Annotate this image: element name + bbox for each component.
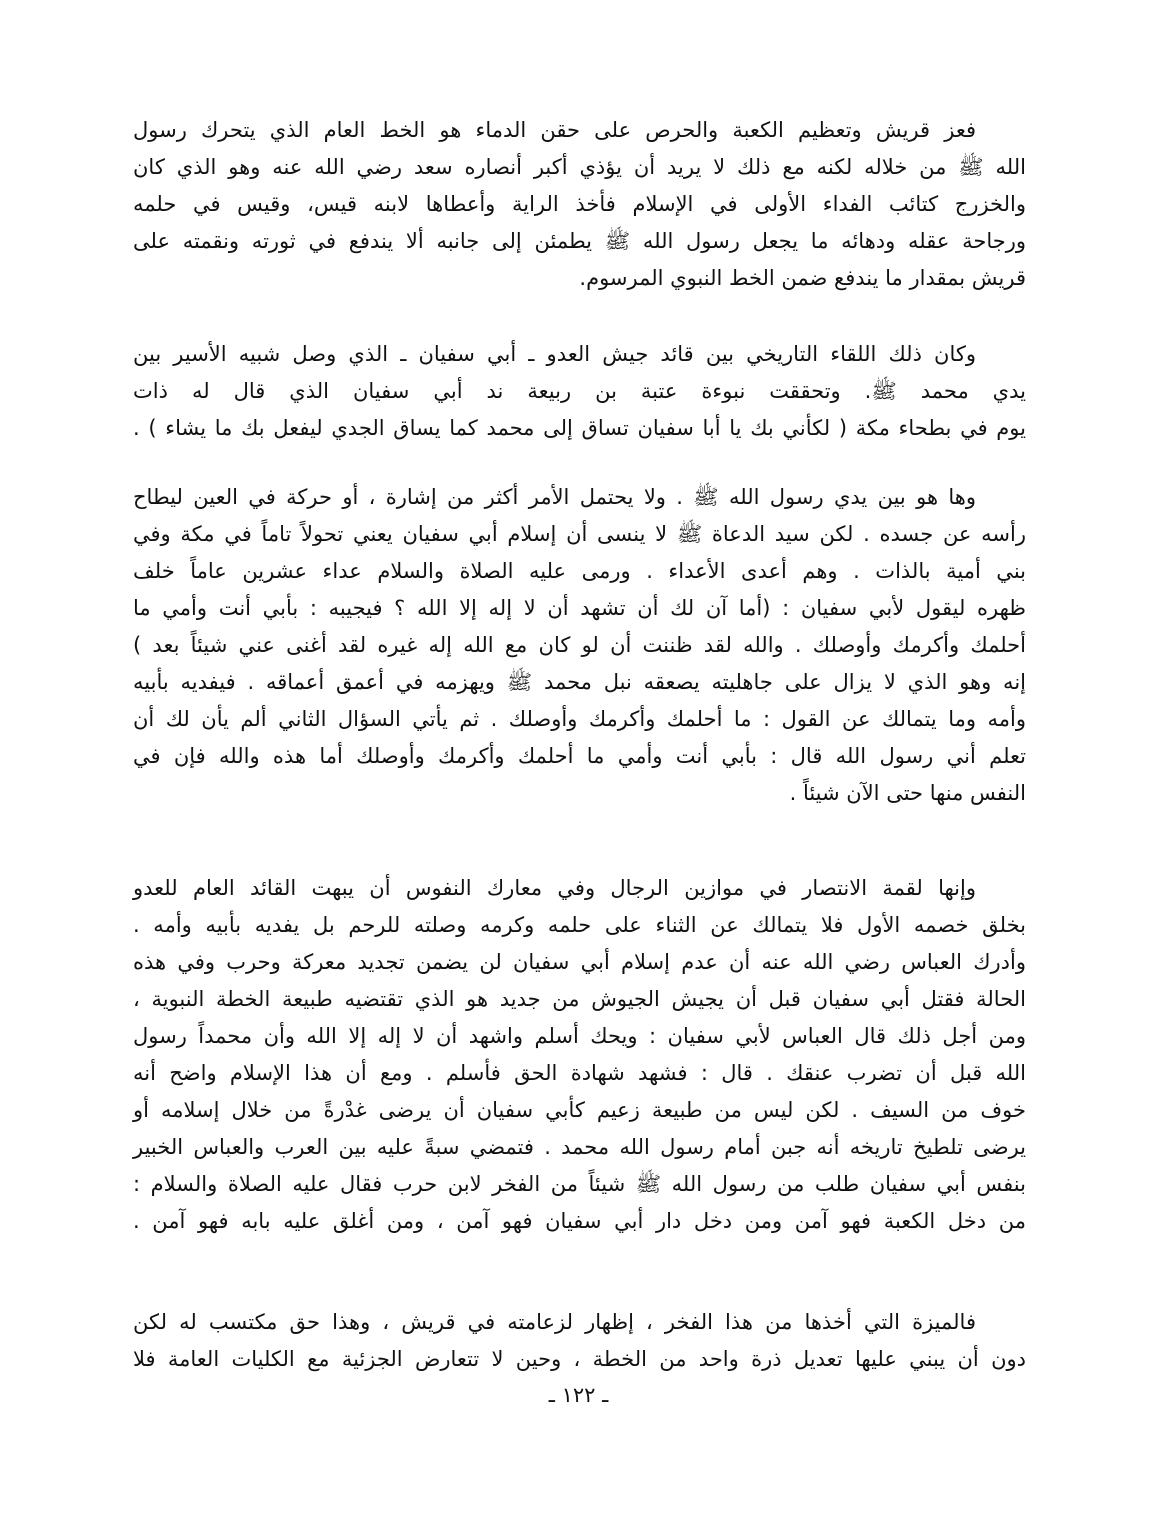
text-line: قريش بمقدار ما يندفع ضمن الخط النبوي المرسوم. <box>579 266 1026 290</box>
page-number: ـ ١٢٢ ـ <box>548 1383 609 1407</box>
text-line: تعلم أني رسول الله قال : بأبي أنت وأمي ما أحلمك وأكرمك وأوصلك أما هذه والله فإن في <box>133 744 1026 768</box>
text-line: وها هو بين يدي رسول الله ﷺ . ولا يحتمل الأمر أكثر من إشارة ، أو حركة في العين ليطاح <box>133 485 976 509</box>
text-line: ظهره ليقول لأبي سفيان : (أما آن لك أن تشهد أن لا إله إلا الله ؟ فيجيبه : بأبي أنت وأمي ما <box>133 596 1026 620</box>
paragraph-5 <box>133 1304 1026 1378</box>
text-line: يدي محمد ﷺ. وتحققت نبوءة عتبة بن ربيعة ند أبي سفيان الذي قال له ذات <box>133 379 1026 403</box>
text-line: النفس منها حتى الآن شيئاً . <box>789 781 1026 805</box>
paragraph-3 <box>133 479 1026 812</box>
text-line: يوم في بطحاء مكة ( لكأني بك يا أبا سفيان تساق إلى محمد كما يساق الجدي ليفعل بك ما يشاء ) . <box>133 416 1026 440</box>
text-line: الحالة فقتل أبي سفيان قبل أن يجيش الجيوش من جديد هو الذي تقتضيه طبيعة الخطة النبوية ، <box>133 987 1026 1011</box>
text-line: بخلق خصمه الأول فلا يتمالك عن الثناء على حلمه وكرمه وصلته للرحم بل يفديه بأبيه وأمه . <box>133 913 1026 937</box>
text-line: رأسه عن جسده . لكن سيد الدعاة ﷺ لا ينسى أن إسلام أبي سفيان يعني تحولاً تاماً في مكة وفي <box>133 522 1026 546</box>
paragraph-2 <box>133 336 1026 447</box>
text-line: فعز قريش وتعظيم الكعبة والحرص على حقن الدماء هو الخط العام الذي يتحرك رسول <box>133 118 976 142</box>
text-line: الله قبل أن تضرب عنقك . قال : فشهد شهادة الحق فأسلم . ومع أن هذا الإسلام واضح أنه <box>133 1061 1026 1085</box>
text-line: خوف من السيف . لكن ليس من طبيعة زعيم كأبي سفيان أن يرضى غدْرةً من خلال إسلامه أو <box>133 1098 1026 1122</box>
text-line: ومن أجل ذلك قال العباس لأبي سفيان : ويحك أسلم واشهد أن لا إله إلا الله وأن محمداً رسول <box>133 1024 1026 1048</box>
text-line: بنفس أبي سفيان طلب من رسول الله ﷺ شيئاً من الفخر لابن حرب فقال عليه الصلاة والسلام : <box>133 1172 1026 1196</box>
text-line: وأمه وما يتمالك عن القول : ما أحلمك وأكرمك وأوصلك . ثم يأتي السؤال الثاني ألم يأن لك أن <box>133 707 1026 731</box>
text-line: إنه وهو الذي لا يزال على جاهليته يصعقه نبل محمد ﷺ ويهزمه في أعمق أعماقه . فيفديه بأبيه <box>133 670 1026 694</box>
text-line: ورجاحة عقله ودهائه ما يجعل رسول الله ﷺ يطمئن إلى جانبه ألا يندفع في ثورته ونقمته على <box>133 229 1026 253</box>
text-line: والخزرج كتائب الفداء الأولى في الإسلام فأخذ الراية وأعطاها لابنه قيس، وقيس في حلمه <box>133 192 1026 216</box>
text-line: يرضى تلطيخ تاريخه أنه جبن أمام رسول الله محمد . فتمضي سبةً عليه بين العرب والعباس الخبير <box>133 1135 1026 1159</box>
text-line: من دخل الكعبة فهو آمن ومن دخل دار أبي سفيان فهو آمن ، ومن أغلق عليه بابه فهو آمن . <box>133 1209 1026 1233</box>
text-line: فالميزة التي أخذها من هذا الفخر ، إظهار لزعامته في قريش ، وهذا حق مكتسب له لكن <box>133 1310 976 1334</box>
text-line: أحلمك وأكرمك وأوصلك . والله لقد ظننت أن لو كان مع الله إله غيره لقد أغنى عني شيئاً بعد ) <box>133 633 1026 657</box>
text-line: وكان ذلك اللقاء التاريخي بين قائد جيش العدو ـ أبي سفيان ـ الذي وصل شبيه الأسير بين <box>133 342 976 366</box>
text-line: بني أمية بالذات . وهم أعدى الأعداء . ورمى عليه الصلاة والسلام عداء عشرين عاماً خلف <box>133 559 1026 583</box>
paragraph-1 <box>133 112 1026 297</box>
text-line: دون أن يبني عليها تعديل ذرة واحد من الخطة ، وحين لا تتعارض الجزئية مع الكليات العامة فلا <box>133 1347 1026 1371</box>
paragraph-4 <box>133 870 1026 1240</box>
text-line: الله ﷺ من خلاله لكنه مع ذلك لا يريد أن يؤذي أكبر أنصاره سعد رضي الله عنه وهو الذي كان <box>133 155 1026 179</box>
text-line: وأدرك العباس رضي الله عنه أن عدم إسلام أبي سفيان لن يضمن تجديد معركة وحرب وفي هذه <box>133 950 1026 974</box>
text-line: وإنها لقمة الانتصار في موازين الرجال وفي معارك النفوس أن يبهت القائد العام للعدو <box>133 876 976 900</box>
